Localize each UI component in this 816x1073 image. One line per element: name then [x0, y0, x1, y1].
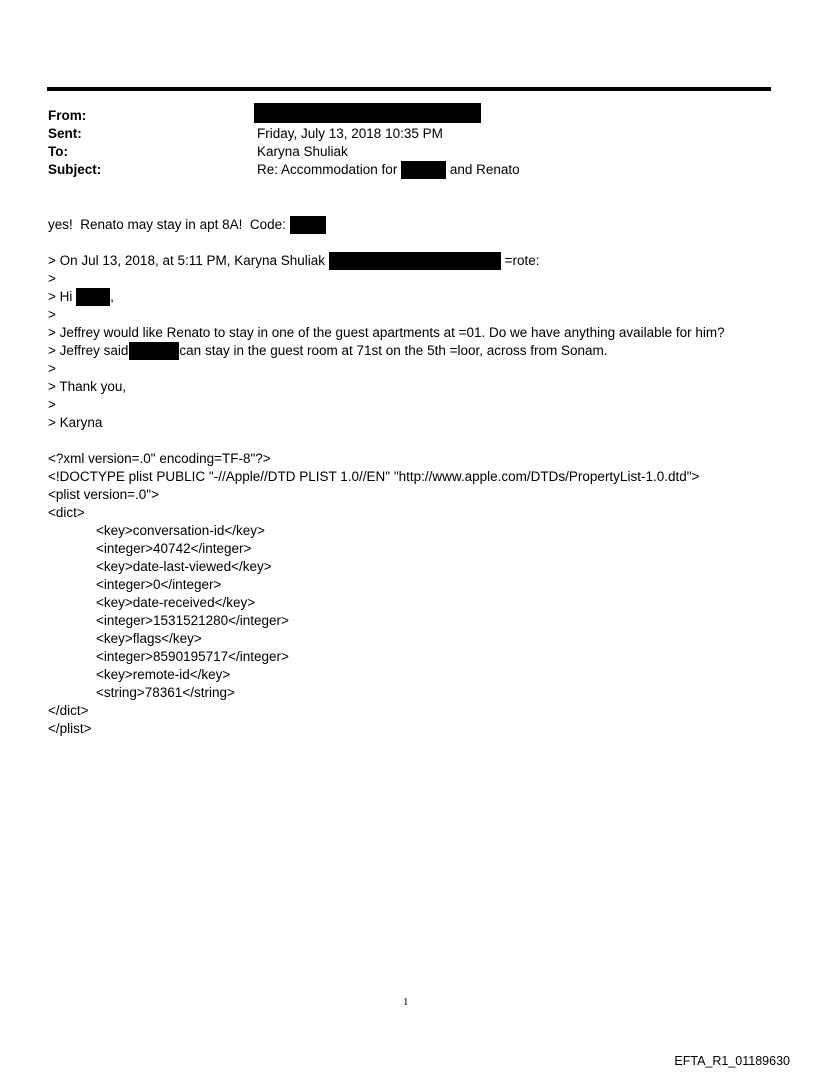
quote-line-1: > Jeffrey would like Renato to stay in one of the guest apartments at =01. Do we have anything available for him? — [48, 325, 725, 340]
quote-intro-end: =rote: — [504, 253, 540, 268]
hi-text: > Hi — [48, 289, 73, 304]
thanks-line: > Thank you, — [48, 379, 127, 394]
sent-row — [48, 125, 82, 143]
quote-blank-3: > — [48, 361, 56, 376]
subject-label: Subject: — [48, 162, 102, 177]
quote-intro-text: > On Jul 13, 2018, at 5:11 PM, Karyna Shuliak — [48, 253, 326, 268]
xml-entry: <integer>8590195717</integer> — [96, 649, 289, 664]
quote-line-2-suffix: can stay in the guest room at 71st on the 5th =loor, across from Sonam. — [179, 343, 608, 358]
quote-blank-1: > — [48, 271, 56, 286]
signoff-line: > Karyna — [48, 415, 103, 430]
from-row — [48, 107, 86, 125]
from-redaction — [254, 103, 481, 123]
subject-row — [48, 161, 101, 179]
quote-blank-2: > — [48, 307, 56, 322]
to-value: Karyna Shuliak — [257, 144, 348, 159]
bates-number: EFTA_R1_01189630 — [674, 1054, 790, 1068]
subject-redaction — [401, 161, 446, 179]
xml-entry: <key>flags</key> — [96, 631, 202, 646]
xml-entry: <string>78361</string> — [96, 685, 235, 700]
hi-comma: , — [110, 289, 114, 304]
xml-entry: <key>conversation-id</key> — [96, 523, 265, 538]
sent-label: Sent: — [48, 126, 82, 141]
quote-line-2 — [48, 342, 608, 360]
reply-text: yes! Renato may stay in apt 8A! Code: — [48, 217, 286, 232]
name-redaction — [76, 288, 110, 306]
sent-value: Friday, July 13, 2018 10:35 PM — [257, 126, 443, 141]
from-label: From: — [48, 108, 87, 123]
xml-entry: <integer>40742</integer> — [96, 541, 252, 556]
to-row — [48, 143, 68, 161]
email-redaction — [329, 252, 501, 270]
xml-entry: <integer>0</integer> — [96, 577, 222, 592]
xml-dict-close: </dict> — [48, 703, 89, 718]
xml-doctype: <!DOCTYPE plist PUBLIC "-//Apple//DTD PLIST 1.0//EN" "http://www.apple.com/DTDs/PropertyList-1.0.dtd"> — [48, 469, 700, 484]
xml-dict-open: <dict> — [48, 505, 85, 520]
xml-plist-open: <plist version=.0"> — [48, 487, 159, 502]
header-rule — [47, 87, 771, 91]
xml-entry: <key>remote-id</key> — [96, 667, 231, 682]
xml-entry: <key>date-received</key> — [96, 595, 256, 610]
quote-intro-line — [48, 252, 539, 270]
code-redaction — [290, 216, 326, 234]
xml-entry: <integer>1531521280</integer> — [96, 613, 289, 628]
xml-plist-close: </plist> — [48, 721, 92, 736]
person-redaction — [129, 342, 179, 360]
reply-line — [48, 216, 326, 234]
hi-line — [48, 288, 114, 306]
quote-line-2-prefix: > Jeffrey said — [48, 343, 129, 358]
page-number: 1 — [403, 996, 409, 1008]
subject-suffix: and Renato — [449, 162, 520, 177]
to-label: To: — [48, 144, 68, 159]
quote-blank-4: > — [48, 397, 56, 412]
subject-prefix: Re: Accommodation for — [257, 162, 398, 177]
xml-entry: <key>date-last-viewed</key> — [96, 559, 272, 574]
subject-value — [257, 161, 520, 179]
xml-declaration: <?xml version=.0" encoding=TF-8"?> — [48, 451, 271, 466]
